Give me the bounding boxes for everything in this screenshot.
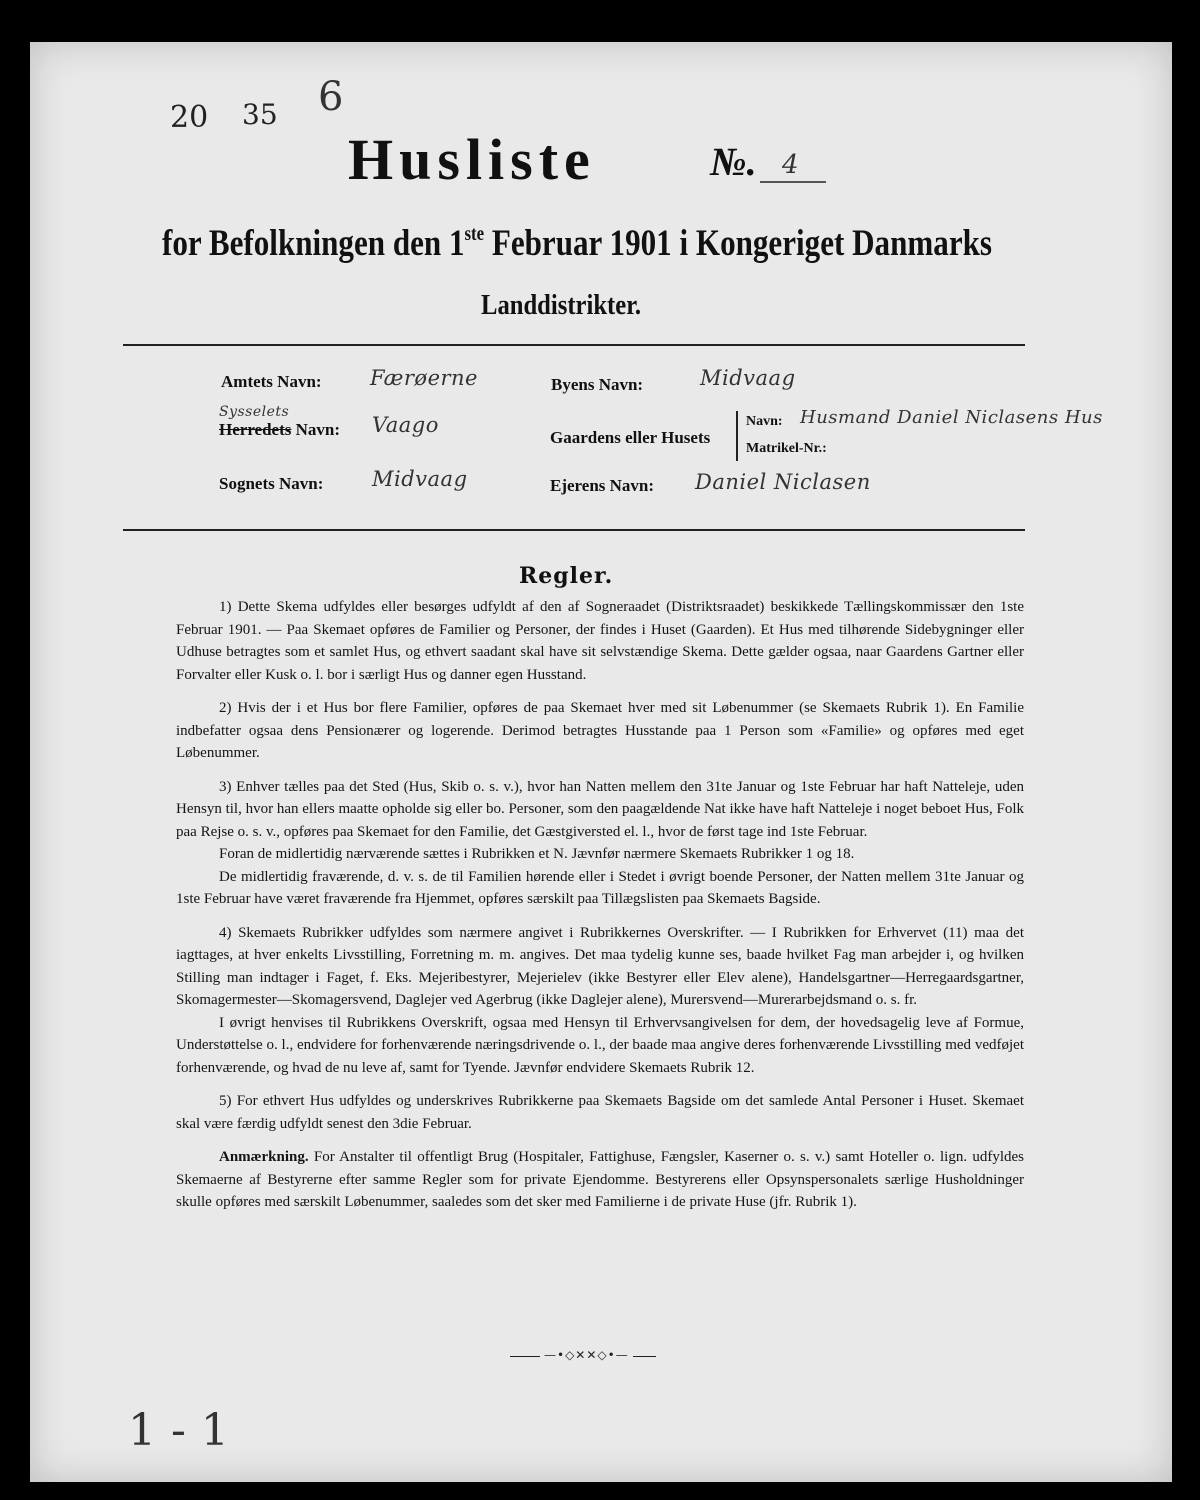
ejer-label: Ejerens Navn: [550, 476, 655, 495]
by-label: Byens Navn: [551, 375, 644, 394]
rule-2: 2) Hvis der i et Hus bor flere Familier, opføres de paa Skemaet hver med sit Løbenummer (se Skemaets Rubrik 1). En Familie indbefatter ogsaa dens Pensionærer og logerende. Derimod betragtes Husstande paa 1 Person som «Familie» og opføres med eget Løbenummer. [176, 700, 1024, 761]
sogn-value: Midvaag [372, 467, 468, 491]
herred-correction: Sysselets [219, 404, 290, 420]
gaard-label: Gaardens eller Husets [550, 428, 711, 447]
amt-value: Færøerne [370, 366, 478, 390]
herred-value: Vaago [372, 413, 439, 437]
rule-4-note: I øvrigt henvises til Rubrikkens Overskrift, ogsaa med Hensyn til Erhvervsangivelsen for dem, der hovedsagelig leve af Formue, Understøttelse o. l., endvidere for forhenværende næringsdrivende o. l., der baade maa angive deres forhenværende Livsstilling med vedføjet forhenværende, og hvad de nu leve af, samt for Tyende. Jævnfør endvidere Skemaets Rubrik 12. [176, 1014, 1024, 1076]
archive-stamp-number: 20 [170, 100, 209, 135]
amt-label: Amtets Navn: [221, 372, 322, 391]
form-district-heading: Landdistrikter. [481, 289, 642, 321]
rule-3-note-present: Foran de midlertidig nærværende sættes i Rubrikken et N. Jævnfør nærmere Skemaets Rubrikker 1 og 18. [219, 846, 855, 862]
rule-3: 3) Enhver tælles paa det Sted (Hus, Skib o. s. v.), hvor han Natten mellem den 31te Januar og 1ste Februar har haft Natteleje, uden Hensyn til, hvor han ellers maatte opholde sig eller bo. Personer, som den paagældende Nat ikke have haft Natteleje i noget beboet Hus, Folk paa Rejse o. s. v., opføres paa Skemaet for den Familie, det Gæstgiversted el. l., hvor de først tage ind 1ste Februar. [176, 778, 1024, 840]
handwritten-footer-note: 1 - 1 [128, 1405, 230, 1456]
rule-3-note-absent: De midlertidig fraværende, d. v. s. de til Familien hørende eller i Stedet i øvrigt boende Personer, der Natten mellem 31te Januar og 1ste Februar have været fraværende fra Hjemmet, opføres særskilt paa Tillægslisten paa Skemaets Bagside. [176, 868, 1024, 907]
sogn-label: Sognets Navn: [219, 474, 324, 493]
navn-value: Husmand Daniel Niclasens Hus [800, 407, 1103, 428]
form-subtitle: for Befolkningen den 1ste Februar 1901 i Kongeriget Danmarks [162, 223, 992, 264]
navn-label: Navn: [746, 414, 783, 429]
form-title: Husliste [348, 127, 596, 192]
number-mark: №. [710, 139, 757, 184]
annotation-note: Anmærkning. For Anstalter til offentligt Brug (Hospitaler, Fattighuse, Fængsler, Kaserner o. s. v.) samt Hoteller o. lign. udfyldes Skemaerne af Bestyrerne efter samme Regler som for private Ejendomme. Bestyrerens eller Opsynspersonalets særlige Husholdninger skulle opføres med særskilt Løbenummer, saaledes som det sker med Familierne i de private Huse (jfr. Rubrik 1). [176, 1149, 1024, 1210]
rule-1: 1) Dette Skema udfyldes eller besørges udfyldt af den af Sogneraadet (Distriktsraadet) beskikkede Tællingskommissær den 1ste Februar 1901. — Paa Skemaet opføres de Familier og Personer, der findes i Huset (Gaarden). Et Hus med tilhørende Sidebygninger eller Udhuse betragtes som et samlet Hus, og ethvert saadant skal have sit selvstændige Skema. Dette gælder ogsaa, naar Gaardens Gartner eller Forvalter eller Kusk o. l. bor i særligt Hus og danner egen Husstand. [176, 599, 1024, 683]
archive-stamp-number-2: 35 [242, 98, 278, 131]
gaard-bracket [736, 411, 738, 461]
ornament: —•◇✕✕◇•— [540, 1348, 633, 1362]
form-number-value: 4 [782, 150, 800, 180]
rule-5: 5) For ethvert Hus udfyldes og underskrives Rubrikkerne paa Skemaets Bagside om det samlede Antal Personer i Huset. Skemaet skal være færdig udfyldt senest den 3die Februar. [176, 1093, 1024, 1132]
herred-label: Herredets Navn: [219, 420, 341, 439]
rules-heading: Regler. [519, 563, 614, 589]
rule-4: 4) Skemaets Rubrikker udfyldes som nærmere angivet i Rubrikkernes Overskrifter. — I Rubrikken for Erhvervet (11) maa det iagttages, at hver enkelts Livsstilling, Forretning m. m. angives. Det maa tydelig kunne ses, baade hvilket Fag man arbejder i, og hvilken Stilling man indtager i Faget, f. Eks. Mejeribestyrer, Mejerielev (ikke Bestyrer eller Elev alene), Handelsgartner—Herregaardsgartner, Skomagermester—Skomagersvend, Daglejer ved Agerbrug (ikke Daglejer alene), Murersvend—Murerarbejdsmand o. s. fr. [176, 924, 1024, 1008]
matrikel-label: Matrikel-Nr.: [746, 441, 827, 456]
rules-body [176, 596, 1024, 1214]
number-underline [760, 180, 826, 183]
handwritten-page-number: 6 [318, 74, 344, 120]
divider-bottom [123, 529, 1025, 531]
divider-top [123, 344, 1025, 346]
by-value: Midvaag [700, 366, 796, 390]
ejer-value: Daniel Niclasen [695, 470, 871, 494]
